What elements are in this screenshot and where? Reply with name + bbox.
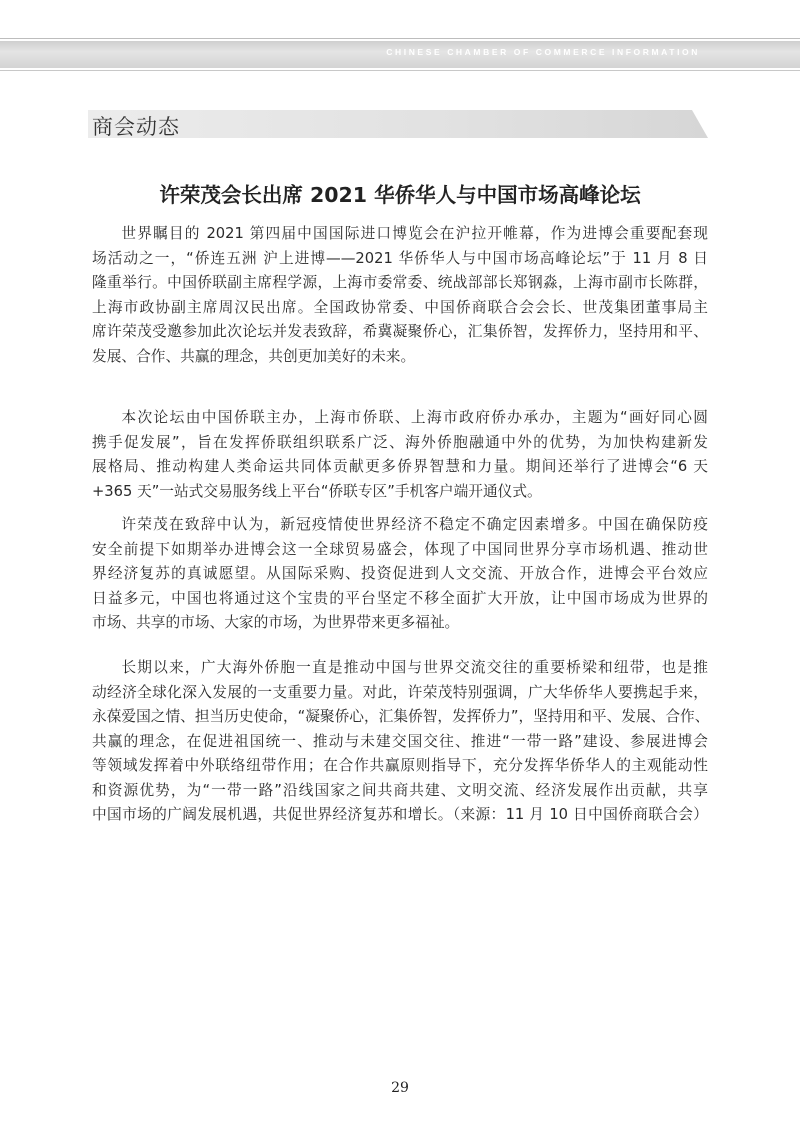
paragraph-line: 长期以来，广大海外侨胞一直是推动中国与世界交流交往的重要桥梁和纽带，也是推 — [121, 659, 708, 676]
paragraph-line: 市场、共享的市场、大家的市场，为世界带来更多福祉。 — [92, 614, 460, 631]
paragraph-line: 本次论坛由中国侨联主办，上海市侨联、上海市政府侨办承办，主题为“画好同心圆 — [121, 409, 708, 426]
paragraph-line: +365 天”一站式交易服务线上平台“侨联专区”手机客户端开通仪式。 — [92, 482, 542, 500]
paragraph-line: 界经济复苏的真诚愿望。从国际采购、投资促进到人文交流、开放合作，进博会平台效应 — [92, 565, 708, 582]
article-paragraph — [92, 406, 708, 504]
paragraph-line: 发展、合作、共赢的理念，共创更加美好的未来。 — [92, 347, 416, 365]
paragraph-line: 和资源优势，为“一带一路”沿线国家之间共商共建、文明交流、经济发展作出贡献，共享 — [92, 781, 708, 799]
paragraph-line: 共赢的理念，在促进祖国统一、推动与未建交国交往、推进“一带一路”建设、参展进博会 — [92, 732, 708, 750]
paragraph-line-with-source — [92, 803, 708, 828]
section-title: 商会动态 — [92, 115, 180, 139]
running-header-title: CHINESE CHAMBER OF COMMERCE INFORMATION — [386, 47, 700, 57]
article-paragraph — [92, 513, 708, 636]
paragraph-line: 永葆爱国之情、担当历史使命，“凝聚侨心，汇集侨智，发挥侨力”，坚持用和平、发展、合作、 — [92, 708, 710, 725]
paragraph-line: 中国市场的广阔发展机遇，共促世界经济复苏和增长。 — [92, 806, 453, 823]
paragraph-line: 世界瞩目的 2021 第四届中国国际进口博览会在沪拉开帷幕，作为进博会重要配套现 — [121, 225, 708, 242]
paragraph-line: 席许荣茂受邀参加此次论坛并发表致辞，希冀凝聚侨心，汇集侨智，发挥侨力，坚持用和平、 — [92, 323, 708, 340]
paragraph-line: 携手促发展”，旨在发挥侨联组织联系广泛、海外侨胞融通中外的优势，为加快构建新发 — [92, 433, 708, 451]
header-rule-top — [0, 38, 800, 39]
paragraph-line: 隆重举行。中国侨联副主席程学源，上海市委常委、统战部部长郑钢淼，上海市副市长陈群， — [92, 274, 708, 291]
source-note: （来源：11 月 10 日中国侨商联合会） — [452, 806, 708, 823]
section-banner — [88, 110, 708, 138]
paragraph-line: 安全前提下如期举办进博会这一全球贸易盛会，体现了中国同世界分享市场机遇、推动世 — [92, 540, 708, 558]
article-paragraph — [92, 656, 708, 828]
article-title: 许荣茂会长出席 2021 华侨华人与中国市场高峰论坛 — [159, 183, 641, 207]
paragraph-line: 等领域发挥着中外联络纽带作用；在合作共赢原则指导下，充分发挥华侨华人的主观能动性 — [92, 757, 708, 774]
paragraph-line: 动经济全球化深入发展的一支重要力量。对此，许荣茂特别强调，广大华侨华人要携起手来， — [92, 683, 708, 701]
paragraph-line: 许荣茂在致辞中认为，新冠疫情使世界经济不稳定不确定因素增多。中国在确保防疫 — [121, 516, 708, 533]
paragraph-line: 日益多元，中国也将通过这个宝贵的平台坚定不移全面扩大开放，让中国市场成为世界的 — [92, 589, 708, 607]
header-rule-bottom — [0, 70, 800, 71]
paragraph-line: 上海市政协副主席周汉民出席。全国政协常委、中国侨商联合会会长、世茂集团董事局主 — [92, 298, 708, 316]
page-number: 29 — [391, 1080, 409, 1096]
paragraph-line: 展格局、推动构建人类命运共同体贡献更多侨界智慧和力量。期间还举行了进博会“6 天 — [92, 458, 708, 475]
article-paragraph — [92, 222, 708, 369]
paragraph-line: 场活动之一，“侨连五洲 沪上进博——2021 华侨华人与中国市场高峰论坛”于 11 月 8 日 — [92, 249, 708, 267]
